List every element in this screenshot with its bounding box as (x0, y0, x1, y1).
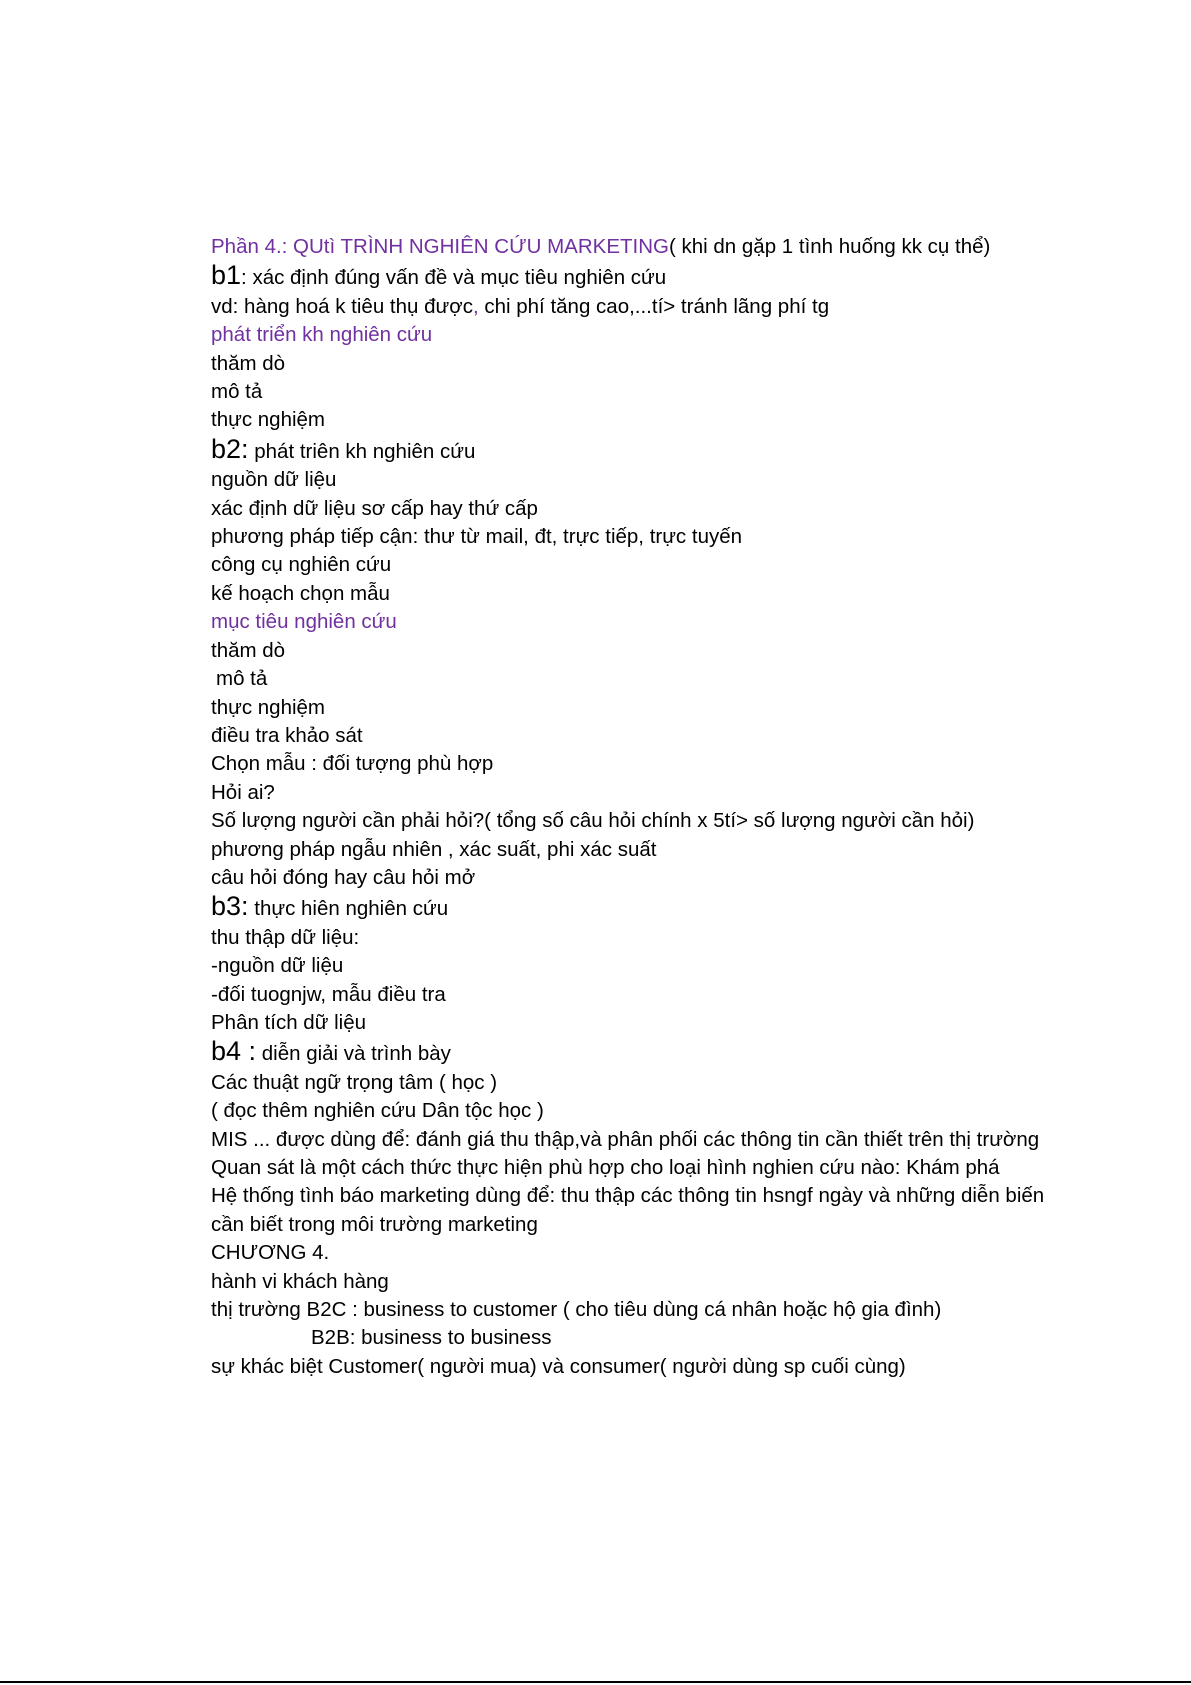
list-item: Số lượng người cần phải hỏi?( tổng số câu hỏi chính x 5tí> số lượng người cần hỏi) (211, 809, 975, 833)
section-heading-title: Phần 4.: QUtì TRÌNH NGHIÊN CỨU MARKETING (211, 235, 669, 258)
step-b3-label: b3: (211, 891, 249, 922)
list-item: thị trường B2C : business to customer ( cho tiêu dùng cá nhân hoặc hộ gia đình) (211, 1298, 942, 1322)
list-item: Các thuật ngữ trọng tâm ( học ) (211, 1070, 498, 1094)
list-item: Chọn mẫu : đối tượng phù hợp (211, 752, 494, 776)
list-item: thực nghiệm (211, 408, 326, 432)
list-item: mô tả (216, 667, 268, 691)
example-part-b: chi phí tăng cao,...tí> tránh lãng phí tg (478, 294, 830, 318)
list-item: -nguồn dữ liệu (211, 954, 344, 978)
step-b2-label: b2: (211, 433, 249, 464)
list-item: thu thập dữ liệu: (211, 925, 360, 949)
list-item: xác định dữ liệu sơ cấp hay thứ cấp (211, 496, 538, 520)
step-b1 (211, 261, 1051, 292)
step-b2 (211, 435, 1051, 466)
list-item: thực nghiệm (211, 695, 326, 719)
section-heading-note: ( khi dn gặp 1 tình huống kk cụ thể) (668, 235, 991, 258)
example-comma: , (472, 294, 479, 318)
list-item: ( đọc thêm nghiên cứu Dân tộc học ) (211, 1099, 544, 1123)
list-item: hành vi khách hàng (211, 1269, 389, 1293)
step-b2-text: phát triên kh nghiên cứu (248, 439, 476, 463)
example-line (211, 293, 1051, 321)
list-item: -đối tuognjw, mẫu điều tra (211, 982, 446, 1006)
subsection-title: phát triển kh nghiên cứu (211, 323, 433, 347)
list-item: nguồn dữ liệu (211, 468, 337, 492)
list-item: thăm dò (211, 351, 286, 375)
step-b3 (211, 892, 1051, 923)
list-item: công cụ nghiên cứu (211, 553, 392, 577)
list-item: thăm dò (211, 638, 286, 662)
list-item: câu hỏi đóng hay câu hỏi mở (211, 865, 476, 889)
list-item: Phân tích dữ liệu (211, 1010, 367, 1034)
page-bottom-rule (0, 1681, 1191, 1683)
list-item: điều tra khảo sát (211, 723, 363, 747)
list-item: MIS ... được dùng để: đánh giá thu thập,và phân phối các thông tin cần thiết trên thị trường (211, 1127, 1040, 1151)
list-item: phương pháp tiếp cận: thư từ mail, đt, trực tiếp, trực tuyến (211, 525, 743, 549)
subsection-title: mục tiêu nghiên cứu (211, 610, 397, 634)
list-item: B2B: business to business (311, 1326, 552, 1350)
document-page (211, 233, 1051, 1381)
step-b1-label: b1 (211, 260, 242, 291)
list-item: Quan sát là một cách thức thực hiện phù hợp cho loại hình nghien cứu nào: Khám phá (211, 1156, 1000, 1179)
list-item: phương pháp ngẫu nhiên , xác suất, phi xác suất (211, 837, 657, 861)
step-b1-text: : xác định đúng vấn đề và mục tiêu nghiên cứu (241, 266, 667, 290)
list-item: mô tả (211, 380, 263, 404)
section-heading (211, 233, 1051, 261)
list-item: kế hoạch chọn mẫu (211, 581, 390, 605)
chapter-title: CHƯƠNG 4. (211, 1241, 330, 1265)
step-b4 (211, 1037, 1051, 1068)
list-item: sự khác biệt Customer( người mua) và consumer( người dùng sp cuối cùng) (211, 1354, 906, 1378)
list-item: Hỏi ai? (211, 780, 275, 804)
step-b4-text: diễn giải và trình bày (256, 1042, 451, 1066)
step-b4-label: b4 : (211, 1036, 257, 1067)
list-item: Hệ thống tình báo marketing dùng để: thu thập các thông tin hsngf ngày và những diễn biến cần biết trong môi trường marketing (211, 1184, 1045, 1236)
example-part-a: vd: hàng hoá k tiêu thụ được (211, 294, 473, 318)
step-b3-text: thực hiên nghiên cứu (248, 897, 449, 921)
